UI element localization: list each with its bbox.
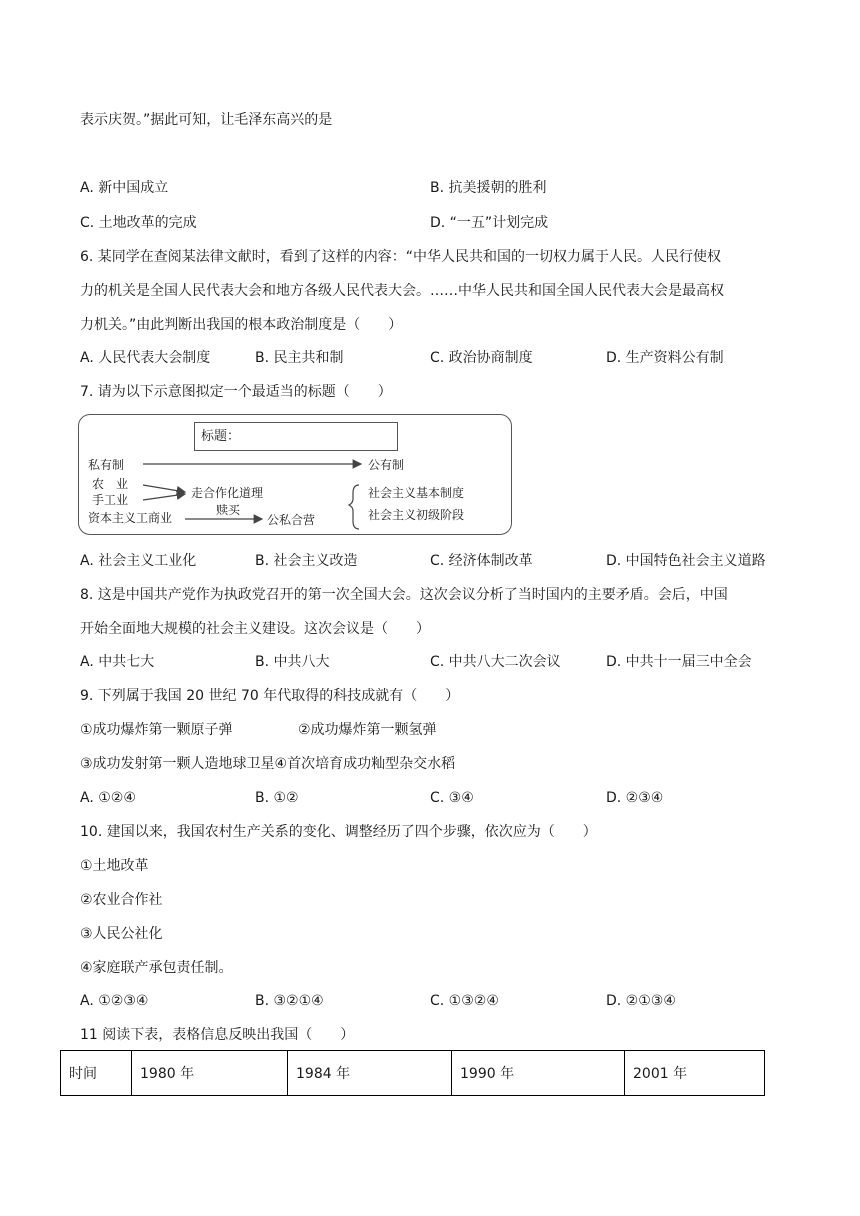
- arrow-handicraft: [143, 494, 185, 500]
- q10-option-d: D. ②①③④: [606, 993, 676, 1009]
- diagram-title-label: 标题：: [201, 429, 241, 444]
- q10-item-2: ②农业合作社: [80, 892, 163, 908]
- q9-item-3-4: ③成功发射第一颗人造地球卫星④首次培育成功籼型杂交水稻: [80, 756, 456, 772]
- q10-option-b: B. ③②①④: [255, 993, 324, 1009]
- diagram-cooperation-path: 走合作化道理: [191, 486, 264, 500]
- diagram-capitalist-commerce: 资本主义工商业: [88, 511, 173, 525]
- diagram-primary-stage: 社会主义初级阶段: [368, 508, 465, 522]
- q9-option-c: C. ③④: [430, 790, 474, 806]
- table-cell: 1980 年: [132, 1051, 288, 1096]
- diagram-arrows: [79, 415, 511, 534]
- table-cell: 2001 年: [625, 1051, 765, 1096]
- diagram-public-ownership: 公有制: [368, 458, 405, 472]
- q6-stem-line-2: 力的机关是全国人民代表大会和地方各级人民代表大会。……中华人民共和国全国人民代表大会是最高权: [80, 283, 724, 299]
- q5-option-b: B. 抗美援朝的胜利: [430, 180, 547, 196]
- q8-option-a: A. 中共七大: [80, 654, 155, 670]
- table-cell: 1984 年: [288, 1051, 452, 1096]
- diagram-handicraft: 手工业: [92, 493, 129, 507]
- q6-option-c: C. 政治协商制度: [430, 350, 533, 366]
- q5-option-a: A. 新中国成立: [80, 180, 169, 196]
- q8-option-b: B. 中共八大: [255, 654, 330, 670]
- q10-option-c: C. ①③②④: [430, 993, 499, 1009]
- diagram-private-ownership: 私有制: [88, 458, 125, 472]
- q9-option-a: A. ①②④: [80, 790, 136, 806]
- q10-item-4: ④家庭联产承包责任制。: [80, 960, 233, 976]
- q5-option-c: C. 土地改革的完成: [80, 215, 197, 231]
- q7-option-b: B. 社会主义改造: [255, 553, 358, 569]
- q10-stem: 10. 建国以来，我国农村生产关系的变化、调整经历了四个步骤，依次应为（ ）: [80, 824, 597, 840]
- diagram-joint-venture: 公私合营: [267, 513, 316, 527]
- q9-stem: 9. 下列属于我国 20 世纪 70 年代取得的科技成就有（ ）: [80, 688, 460, 704]
- q10-option-a: A. ①②③④: [80, 993, 149, 1009]
- q6-option-b: B. 民主共和制: [255, 350, 344, 366]
- table-row: [61, 1051, 765, 1096]
- q7-option-d: D. 中国特色社会主义道路: [606, 553, 766, 569]
- q6-stem-line-3: 力机关。”由此判断出我国的根本政治制度是（ ）: [80, 317, 403, 333]
- q11-table: [60, 1050, 765, 1096]
- diagram-redemption: 赎买: [216, 503, 241, 517]
- q10-item-3: ③人民公社化: [80, 926, 163, 942]
- q8-stem-line-1: 8. 这是中国共产党作为执政党召开的第一次全国大会。这次会议分析了当时国内的主要矛盾。会后，中国: [80, 587, 728, 603]
- q7-option-a: A. 社会主义工业化: [80, 553, 197, 569]
- table-cell: 1990 年: [452, 1051, 625, 1096]
- diagram-agriculture: 农 业: [92, 477, 129, 491]
- q9-item-2: ②成功爆炸第一颗氢弹: [298, 722, 437, 738]
- q8-option-d: D. 中共十一届三中全会: [606, 654, 752, 670]
- q7-stem: 7. 请为以下示意图拟定一个最适当的标题（ ）: [80, 384, 392, 400]
- q9-item-1: ①成功爆炸第一颗原子弹: [80, 722, 233, 738]
- q6-option-d: D. 生产资料公有制: [606, 350, 724, 366]
- q9-option-d: D. ②③④: [606, 790, 664, 806]
- q8-stem-line-2: 开始全面地大规模的社会主义建设。这次会议是（ ）: [80, 621, 430, 637]
- brace-bracket: [349, 485, 359, 529]
- diagram-basic-system: 社会主义基本制度: [368, 486, 465, 500]
- q9-option-b: B. ①②: [255, 790, 299, 806]
- q8-option-c: C. 中共八大二次会议: [430, 654, 561, 670]
- q10-item-1: ①土地改革: [80, 858, 149, 874]
- q11-stem: 11 阅读下表，表格信息反映出我国（ ）: [80, 1027, 355, 1043]
- q6-option-a: A. 人民代表大会制度: [80, 350, 211, 366]
- q7-option-c: C. 经济体制改革: [430, 553, 533, 569]
- q5-option-d: D. “一五”计划完成: [430, 215, 549, 231]
- q6-stem-line-1: 6. 某同学在查阅某法律文献时，看到了这样的内容：“中华人民共和国的一切权力属于人民。人民行使权: [80, 249, 722, 265]
- q7-diagram: [78, 414, 512, 535]
- arrow-agriculture: [143, 485, 185, 492]
- table-cell: 时间: [61, 1051, 132, 1096]
- q5-stem-tail: 表示庆贺。”据此可知，让毛泽东高兴的是: [80, 112, 333, 128]
